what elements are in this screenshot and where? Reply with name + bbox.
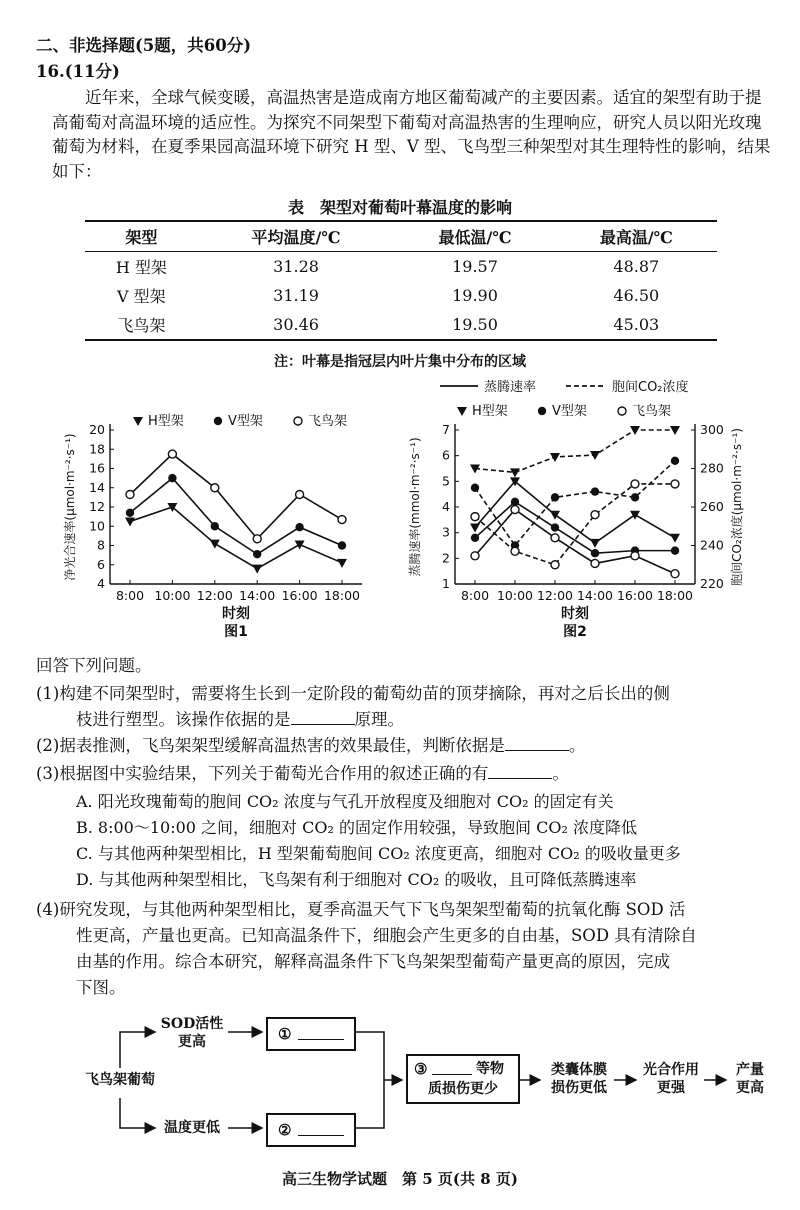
table-row bbox=[85, 281, 717, 310]
data-point bbox=[253, 550, 261, 558]
flow-box-3-label: ③ bbox=[414, 1060, 428, 1078]
x-tick-label: 12:00 bbox=[196, 588, 233, 603]
arrow-to-temp bbox=[120, 1098, 155, 1128]
box2-answer-blank[interactable] bbox=[298, 1135, 344, 1136]
data-point bbox=[471, 534, 479, 542]
flow-box-3-line2: 质损伤更少 bbox=[428, 1081, 498, 1097]
data-point bbox=[168, 474, 176, 482]
table-cell: 19.50 bbox=[452, 315, 498, 334]
table-note: 注：叶幕是指冠层内叶片集中分布的区域 bbox=[274, 354, 526, 370]
y-tick-label: 1 bbox=[442, 576, 450, 591]
table-header-cell: 最高温/℃ bbox=[599, 228, 673, 247]
q4-line4: 下图。 bbox=[76, 978, 126, 997]
table-cell: 48.87 bbox=[613, 257, 660, 276]
y-tick-label: 4 bbox=[442, 499, 450, 514]
data-point bbox=[631, 480, 639, 488]
legend-label: 飞鸟架 bbox=[308, 414, 348, 429]
y-tick-label: 12 bbox=[89, 499, 105, 514]
series-line bbox=[475, 481, 675, 543]
y2-tick-label: 240 bbox=[700, 537, 724, 553]
q1-line2 bbox=[76, 708, 404, 732]
q2-text-end: 。 bbox=[568, 736, 586, 755]
legend-label: 蒸腾速率 bbox=[484, 380, 537, 395]
q2-answer-blank[interactable] bbox=[505, 734, 569, 751]
data-point bbox=[296, 490, 304, 498]
temperature-table bbox=[85, 220, 717, 341]
table-cell: 31.19 bbox=[273, 286, 319, 305]
data-point bbox=[550, 453, 560, 462]
x-tick-label: 16:00 bbox=[281, 588, 318, 603]
legend-label: H型架 bbox=[472, 404, 508, 419]
y-tick-label: 6 bbox=[97, 556, 105, 572]
y-tick-label: 6 bbox=[442, 447, 450, 463]
table-header-cell: 最低温/℃ bbox=[438, 228, 512, 247]
legend-label: 飞鸟架 bbox=[632, 404, 672, 419]
q3-line bbox=[36, 762, 569, 786]
y-tick-label: 8 bbox=[97, 537, 105, 553]
q1-answer-blank[interactable] bbox=[291, 708, 355, 725]
table-cell: H 型架 bbox=[115, 258, 167, 277]
data-point bbox=[550, 511, 560, 520]
data-point bbox=[551, 534, 559, 542]
section-title: 二、非选择题(5题，共60分) bbox=[36, 36, 252, 55]
option-a: A. 阳光玫瑰葡萄的胞间 CO₂ 浓度与气孔开放程度及细胞对 CO₂ 的固定有关 bbox=[76, 792, 614, 811]
data-point bbox=[670, 426, 680, 435]
data-point bbox=[671, 546, 679, 554]
flow-root: 飞鸟架葡萄 bbox=[85, 1072, 155, 1088]
table-cell: 飞鸟架 bbox=[117, 316, 166, 335]
q3-text: (3)根据图中实验结果，下列关于葡萄光合作用的叙述正确的有 bbox=[36, 764, 489, 783]
data-point bbox=[338, 516, 346, 524]
data-point bbox=[591, 487, 599, 495]
flow-box-2-label: ② bbox=[278, 1121, 292, 1139]
y2-axis-title: 胞间CO₂浓度(μmol·m⁻²·s⁻¹) bbox=[730, 428, 744, 586]
data-point bbox=[590, 539, 600, 548]
option-b: B. 8:00～10:00 之间，细胞对 CO₂ 的固定作用较强，导致胞间 CO₂ 浓度降低 bbox=[76, 818, 637, 837]
data-point bbox=[338, 541, 346, 549]
x-tick-label: 18:00 bbox=[323, 588, 361, 603]
data-point bbox=[511, 547, 519, 555]
table-cell: 19.90 bbox=[452, 286, 498, 305]
flow-box-1 bbox=[266, 1017, 356, 1051]
legend-marker bbox=[214, 417, 222, 425]
x-tick-label: 16:00 bbox=[616, 588, 654, 603]
q2-text: (2)据表推测，飞鸟架架型缓解高温热害的效果最佳，判断依据是 bbox=[36, 736, 505, 755]
data-point bbox=[470, 524, 480, 533]
table-header-row bbox=[85, 221, 717, 252]
question-score: (11分) bbox=[64, 62, 120, 81]
option-c: C. 与其他两种架型相比，H 型架葡萄胞间 CO₂ 浓度更高，细胞对 CO₂ 的吸收量更多 bbox=[76, 844, 681, 863]
data-point bbox=[671, 570, 679, 578]
series-line bbox=[475, 484, 675, 565]
x-tick-label: 10:00 bbox=[496, 588, 534, 603]
y-tick-label: 14 bbox=[89, 479, 105, 495]
data-point bbox=[671, 457, 679, 465]
table-cell: 19.57 bbox=[452, 257, 498, 276]
table-row bbox=[85, 252, 717, 282]
page-footer: 高三生物学试题 第 5 页(共 8 页) bbox=[282, 1170, 518, 1188]
data-point bbox=[126, 509, 134, 517]
data-point bbox=[211, 522, 219, 530]
table-cell: 45.03 bbox=[613, 315, 660, 334]
q4-line3: 由基的作用。综合本研究，解释高温条件下飞鸟架架型葡萄产量更高的原因，完成 bbox=[76, 952, 670, 971]
data-point bbox=[551, 561, 559, 569]
legend-label: 胞间CO₂浓度 bbox=[612, 380, 689, 395]
series-line bbox=[475, 502, 675, 553]
data-point bbox=[510, 468, 520, 477]
legend-marker bbox=[294, 417, 302, 425]
legend-label: V型架 bbox=[228, 414, 263, 429]
legend-label: H型架 bbox=[148, 414, 184, 429]
series-line bbox=[130, 454, 342, 539]
data-point bbox=[591, 559, 599, 567]
legend-marker bbox=[538, 407, 546, 415]
y2-tick-label: 280 bbox=[700, 460, 724, 476]
series-line bbox=[130, 478, 342, 554]
data-point bbox=[168, 450, 176, 458]
x-tick-label: 10:00 bbox=[154, 588, 191, 603]
figure-label: 图2 bbox=[563, 624, 587, 640]
data-point bbox=[511, 498, 519, 506]
data-point bbox=[631, 493, 639, 501]
flow-box-3-tail: 等物 bbox=[476, 1061, 504, 1077]
q3-text-end: 。 bbox=[552, 764, 569, 783]
flow-step-photosynthesis: 光合作用 更强 bbox=[643, 1062, 699, 1096]
flow-box-3 bbox=[406, 1054, 520, 1104]
table-row bbox=[85, 310, 717, 340]
y-tick-label: 3 bbox=[442, 524, 450, 540]
x-tick-label: 14:00 bbox=[239, 588, 276, 603]
table-cell: 31.28 bbox=[273, 257, 319, 276]
y-tick-label: 2 bbox=[442, 550, 450, 566]
x-tick-label: 8:00 bbox=[115, 588, 145, 603]
y-tick-label: 4 bbox=[97, 576, 105, 591]
data-point bbox=[471, 552, 479, 560]
option-d: D. 与其他两种架型相比，飞鸟架有利于细胞对 CO₂ 的吸收，且可降低蒸腾速率 bbox=[76, 870, 637, 889]
table-cell: V 型架 bbox=[117, 287, 166, 306]
series-line bbox=[475, 510, 675, 574]
data-point bbox=[511, 506, 519, 514]
flow-step-yield: 产量 更高 bbox=[736, 1062, 764, 1096]
legend-marker bbox=[457, 407, 467, 416]
y2-tick-label: 260 bbox=[700, 499, 724, 514]
table-caption: 表 架型对葡萄叶幕温度的影响 bbox=[287, 198, 512, 217]
legend-marker bbox=[618, 407, 626, 415]
y2-tick-label: 220 bbox=[700, 576, 724, 591]
q1-text-end: 原理。 bbox=[354, 710, 404, 729]
data-point bbox=[591, 549, 599, 557]
data-point bbox=[126, 490, 134, 498]
data-point bbox=[252, 565, 262, 574]
data-point bbox=[671, 480, 679, 488]
y-axis-title: 蒸腾速率(mmol·m⁻²·s⁻¹) bbox=[408, 437, 422, 577]
figure-label: 图1 bbox=[224, 624, 248, 640]
x-axis-title: 时刻 bbox=[561, 606, 589, 622]
data-point bbox=[631, 552, 639, 560]
data-point bbox=[253, 535, 261, 543]
data-point bbox=[590, 451, 600, 460]
q4-line1: (4)研究发现，与其他两种架型相比，夏季高温天气下飞鸟架架型葡萄的抗氧化酶 SOD 活 bbox=[36, 900, 686, 919]
y-axis-title: 净光合速率(μmol·m⁻²·s⁻¹) bbox=[63, 433, 77, 581]
y-tick-label: 20 bbox=[89, 422, 105, 437]
series-line bbox=[475, 461, 675, 546]
data-point bbox=[630, 426, 640, 435]
arrow-to-sod bbox=[120, 1032, 155, 1068]
question-intro: 近年来，全球气候变暖，高温热害是造成南方地区葡萄减产的主要因素。适宜的架型有助于提高葡萄对高温环境的适应性。为探究不同架型下葡萄对高温热害的生理响应，研究人员以阳光玫瑰葡萄为材料，在夏季果园高温环境下研究 H 型、V 型、飞鸟型三种架型对其生理特性的影响，结果如下： bbox=[52, 88, 771, 181]
table-header-cell: 平均温度/℃ bbox=[251, 228, 341, 247]
data-point bbox=[211, 484, 219, 492]
data-point bbox=[591, 511, 599, 519]
data-point bbox=[670, 534, 680, 543]
data-point bbox=[295, 541, 305, 550]
y-tick-label: 10 bbox=[89, 518, 105, 534]
q4-line2: 性更高，产量也更高。已知高温条件下，细胞会产生更多的自由基，SOD 具有清除自 bbox=[76, 926, 697, 945]
figures bbox=[0, 370, 800, 650]
data-point bbox=[125, 517, 135, 526]
flow-box-1-label: ① bbox=[278, 1025, 292, 1043]
table-cell: 30.46 bbox=[273, 315, 319, 334]
data-point bbox=[471, 484, 479, 492]
flow-sod-label: SOD活性 更高 bbox=[160, 1016, 224, 1050]
x-tick-label: 12:00 bbox=[536, 588, 574, 603]
box3-answer-blank[interactable] bbox=[432, 1074, 472, 1075]
legend-marker bbox=[133, 417, 143, 426]
y-tick-label: 7 bbox=[442, 422, 450, 437]
x-tick-label: 14:00 bbox=[576, 588, 614, 603]
q1-line1: (1)构建不同架型时，需要将生长到一定阶段的葡萄幼苗的顶芽摘除，再对之后长出的侧 bbox=[36, 684, 670, 703]
q2-line bbox=[36, 734, 585, 758]
series-line bbox=[475, 430, 675, 472]
table-header-cell: 架型 bbox=[125, 228, 158, 247]
data-point bbox=[295, 523, 303, 531]
y-tick-label: 18 bbox=[89, 441, 105, 457]
q1-text: 枝进行塑型。该操作依据的是 bbox=[76, 710, 291, 729]
merge-bracket bbox=[353, 1032, 384, 1128]
data-point bbox=[551, 493, 559, 501]
data-point bbox=[471, 513, 479, 521]
question-number bbox=[36, 60, 120, 84]
y2-tick-label: 300 bbox=[700, 422, 724, 437]
y-tick-label: 16 bbox=[89, 460, 105, 476]
data-point bbox=[551, 523, 559, 531]
x-axis-title: 时刻 bbox=[222, 606, 250, 622]
data-point bbox=[210, 540, 220, 549]
box1-answer-blank[interactable] bbox=[298, 1039, 344, 1040]
answer-prompt: 回答下列问题。 bbox=[36, 656, 152, 675]
table-cell: 46.50 bbox=[613, 286, 660, 305]
legend-label: V型架 bbox=[552, 404, 587, 419]
x-tick-label: 18:00 bbox=[656, 588, 694, 603]
q3-answer-blank[interactable] bbox=[488, 762, 552, 779]
data-point bbox=[630, 511, 640, 520]
series-line bbox=[130, 507, 342, 569]
y-tick-label: 5 bbox=[442, 473, 450, 489]
flow-box-2 bbox=[266, 1113, 356, 1147]
flow-step-thylakoid: 类囊体膜 损伤更低 bbox=[551, 1062, 607, 1096]
x-tick-label: 8:00 bbox=[460, 588, 490, 603]
data-point bbox=[337, 559, 347, 568]
question-number-text: 16. bbox=[36, 62, 65, 81]
flow-temp-label: 温度更低 bbox=[164, 1120, 220, 1136]
